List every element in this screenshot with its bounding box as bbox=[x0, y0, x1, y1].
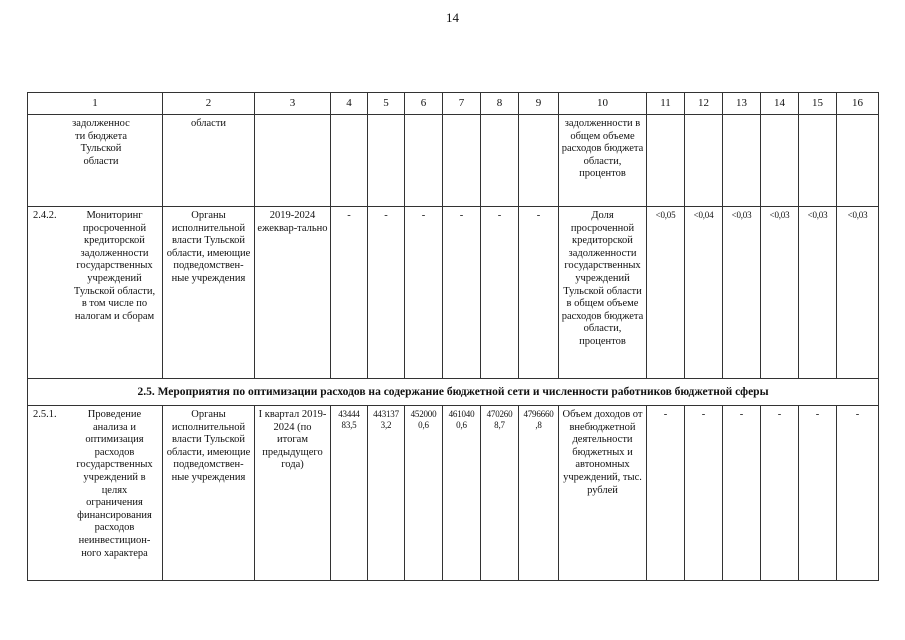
cell-activity-name: задолженности бюджета Тульской области bbox=[28, 115, 163, 207]
cell-target bbox=[761, 115, 799, 207]
cell-indicator: Доля просроченной кредиторской задолженности государственных учреждений Тульской области в общем объеме расходов бюджета области, процентов bbox=[559, 207, 647, 379]
cell-value bbox=[519, 115, 559, 207]
cell-period: I квартал 2019-2024 (по итогам предыдущего года) bbox=[255, 406, 331, 581]
header-cell: 6 bbox=[405, 93, 443, 115]
table-row-2-5-1 bbox=[28, 406, 879, 581]
cell-target: - bbox=[837, 406, 879, 581]
header-cell: 5 bbox=[368, 93, 405, 115]
header-cell: 9 bbox=[519, 93, 559, 115]
header-cell: 3 bbox=[255, 93, 331, 115]
cell-target: <0,03 bbox=[799, 207, 837, 379]
table-row-2-4-2 bbox=[28, 207, 879, 379]
cell-target: - bbox=[761, 406, 799, 581]
header-cell: 2 bbox=[163, 93, 255, 115]
cell-value: - bbox=[481, 207, 519, 379]
action-plan-table bbox=[27, 92, 879, 581]
header-cell: 14 bbox=[761, 93, 799, 115]
header-cell: 10 bbox=[559, 93, 647, 115]
cell-target: <0,04 bbox=[685, 207, 723, 379]
cell-target: <0,03 bbox=[761, 207, 799, 379]
header-cell: 1 bbox=[28, 93, 163, 115]
cell-value: 452000 0,6 bbox=[405, 406, 443, 581]
table-row-continuation bbox=[28, 115, 879, 207]
cell-target: - bbox=[685, 406, 723, 581]
activity-number: 2.4.2. bbox=[33, 210, 57, 221]
cell-target: - bbox=[723, 406, 761, 581]
cell-target bbox=[723, 115, 761, 207]
header-cell: 11 bbox=[647, 93, 685, 115]
cell-value: 443137 3,2 bbox=[368, 406, 405, 581]
cell-value: - bbox=[405, 207, 443, 379]
cell-activity bbox=[28, 207, 163, 379]
cell-target bbox=[799, 115, 837, 207]
cell-executor: области bbox=[163, 115, 255, 207]
cell-value bbox=[405, 115, 443, 207]
cell-period: 2019-2024 ежеквар-тально bbox=[255, 207, 331, 379]
cell-value: - bbox=[443, 207, 481, 379]
header-cell: 16 bbox=[837, 93, 879, 115]
cell-target bbox=[647, 115, 685, 207]
cell-executor: Органы исполнительной власти Тульской области, имеющие подведомствен-ные учреждения bbox=[163, 207, 255, 379]
cell-value: 470260 8,7 bbox=[481, 406, 519, 581]
cell-executor: Органы исполнительной власти Тульской области, имеющие подведомствен-ные учреждения bbox=[163, 406, 255, 581]
cell-value: 43444 83,5 bbox=[331, 406, 368, 581]
header-cell: 4 bbox=[331, 93, 368, 115]
cell-value: 461040 0,6 bbox=[443, 406, 481, 581]
cell-value bbox=[481, 115, 519, 207]
activity-number: 2.5.1. bbox=[33, 409, 57, 420]
header-row bbox=[28, 93, 879, 115]
cell-value bbox=[443, 115, 481, 207]
cell-value: - bbox=[519, 207, 559, 379]
cell-period bbox=[255, 115, 331, 207]
activity-name: Мониторинг просроченной кредиторской задолженности государственных учреждений Тульской области, в том числе по налогам и сборам bbox=[73, 210, 156, 322]
cell-value: - bbox=[368, 207, 405, 379]
cell-target: - bbox=[647, 406, 685, 581]
page-number: 14 bbox=[446, 10, 459, 25]
cell-target: <0,03 bbox=[723, 207, 761, 379]
activity-name: Проведение анализа и оптимизация расходов государственных учреждений в целях ограничения финансирования расходов неинвестицион-ного характера bbox=[76, 409, 153, 559]
cell-value: 4796660 ,8 bbox=[519, 406, 559, 581]
cell-target: - bbox=[799, 406, 837, 581]
header-cell: 8 bbox=[481, 93, 519, 115]
header-cell: 7 bbox=[443, 93, 481, 115]
cell-target bbox=[685, 115, 723, 207]
header-cell: 12 bbox=[685, 93, 723, 115]
cell-target bbox=[837, 115, 879, 207]
cell-value bbox=[331, 115, 368, 207]
cell-target: <0,03 bbox=[837, 207, 879, 379]
section-row-2-5 bbox=[28, 379, 879, 406]
cell-value: - bbox=[331, 207, 368, 379]
cell-indicator: Объем доходов от внебюджетной деятельности бюджетных и автономных учреждений, тыс. рублей bbox=[559, 406, 647, 581]
header-cell: 13 bbox=[723, 93, 761, 115]
cell-value bbox=[368, 115, 405, 207]
cell-indicator: задолженности в общем объеме расходов бюджета области, процентов bbox=[559, 115, 647, 207]
section-title: 2.5. Мероприятия по оптимизации расходов на содержание бюджетной сети и численности работников бюджетной сферы bbox=[28, 379, 879, 406]
cell-target: <0,05 bbox=[647, 207, 685, 379]
cell-activity bbox=[28, 406, 163, 581]
header-cell: 15 bbox=[799, 93, 837, 115]
